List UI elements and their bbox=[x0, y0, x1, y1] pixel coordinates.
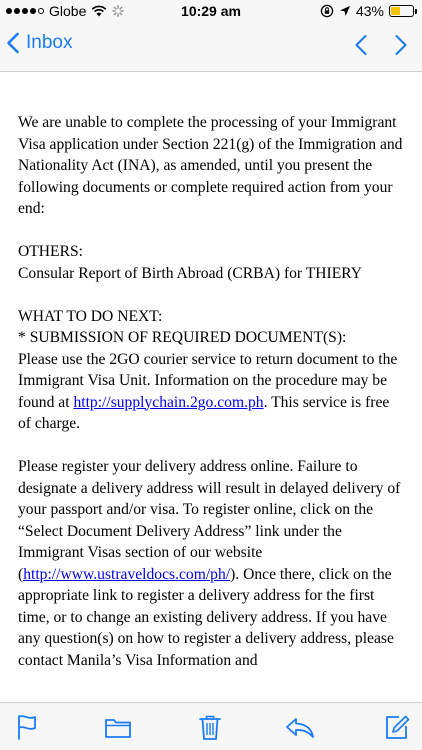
compose-button[interactable] bbox=[384, 713, 410, 741]
todo-heading: WHAT TO DO NEXT: bbox=[18, 307, 163, 325]
battery-icon bbox=[389, 5, 414, 17]
chevron-left-icon bbox=[6, 32, 20, 54]
battery-fill bbox=[391, 7, 400, 15]
submission-heading: * SUBMISSION OF REQUIRED DOCUMENT(S): bbox=[18, 329, 347, 346]
previous-message-button[interactable] bbox=[354, 34, 368, 56]
submission-paragraph bbox=[18, 349, 406, 435]
navigation-bar bbox=[0, 22, 422, 72]
register-paragraph bbox=[18, 456, 406, 671]
reply-icon bbox=[284, 713, 316, 741]
bottom-toolbar bbox=[0, 702, 422, 750]
register-text-end: ). Once there, click on the appropriate link to register a delivery address for the first time, or to change an existing delivery address. If you have any question(s) on how to register a delivery address, please contact Manila’s Visa Information and bbox=[18, 565, 394, 669]
intro-paragraph: We are unable to complete the processing of your Immigrant Visa application under Section 221(g) of the Immigration and Nationality Act (INA), as amended, until you present the following documents or complete required action from your end: bbox=[18, 114, 403, 217]
status-bar bbox=[0, 0, 422, 22]
ustraveldocs-link[interactable]: http://www.ustraveldocs.com/ph/ bbox=[23, 565, 231, 583]
flag-button[interactable] bbox=[14, 713, 40, 741]
submission-text: Please use the 2GO courier service to return document to the Immigrant Visa Unit. Information on the procedure may be found at bbox=[18, 350, 398, 411]
battery-percent: 43% bbox=[355, 3, 384, 19]
register-text: Please register your delivery address online. Failure to designate a delivery address will result in delayed delivery of your passport and/or visa. To register online, click on the “Select Document Delivery Address” link under the Immigrant Visas section of our website ( bbox=[18, 458, 401, 583]
flag-icon bbox=[14, 713, 40, 741]
rotation-lock-icon bbox=[320, 4, 334, 18]
status-right bbox=[320, 3, 414, 19]
status-time: 10:29 am bbox=[181, 3, 241, 19]
move-to-folder-button[interactable] bbox=[103, 713, 133, 741]
carrier-name: Globe bbox=[49, 3, 87, 19]
others-item: Consular Report of Birth Abroad (CRBA) for THIERY bbox=[18, 264, 363, 282]
submission-text-end: . This service is free of charge. bbox=[18, 393, 390, 432]
back-to-inbox-button[interactable] bbox=[6, 32, 72, 54]
location-arrow-icon bbox=[339, 5, 351, 17]
compose-icon bbox=[384, 713, 410, 741]
email-body[interactable] bbox=[0, 72, 422, 702]
trash-button[interactable] bbox=[197, 713, 223, 741]
folder-icon bbox=[103, 713, 133, 741]
next-message-button[interactable] bbox=[394, 34, 408, 56]
message-navigation bbox=[354, 34, 408, 56]
others-heading: OTHERS: bbox=[18, 243, 83, 260]
trash-icon bbox=[197, 713, 223, 741]
reply-button[interactable] bbox=[284, 713, 316, 741]
supplychain-link[interactable]: http://supplychain.2go.com.ph bbox=[73, 393, 264, 411]
back-label: Inbox bbox=[26, 32, 73, 53]
